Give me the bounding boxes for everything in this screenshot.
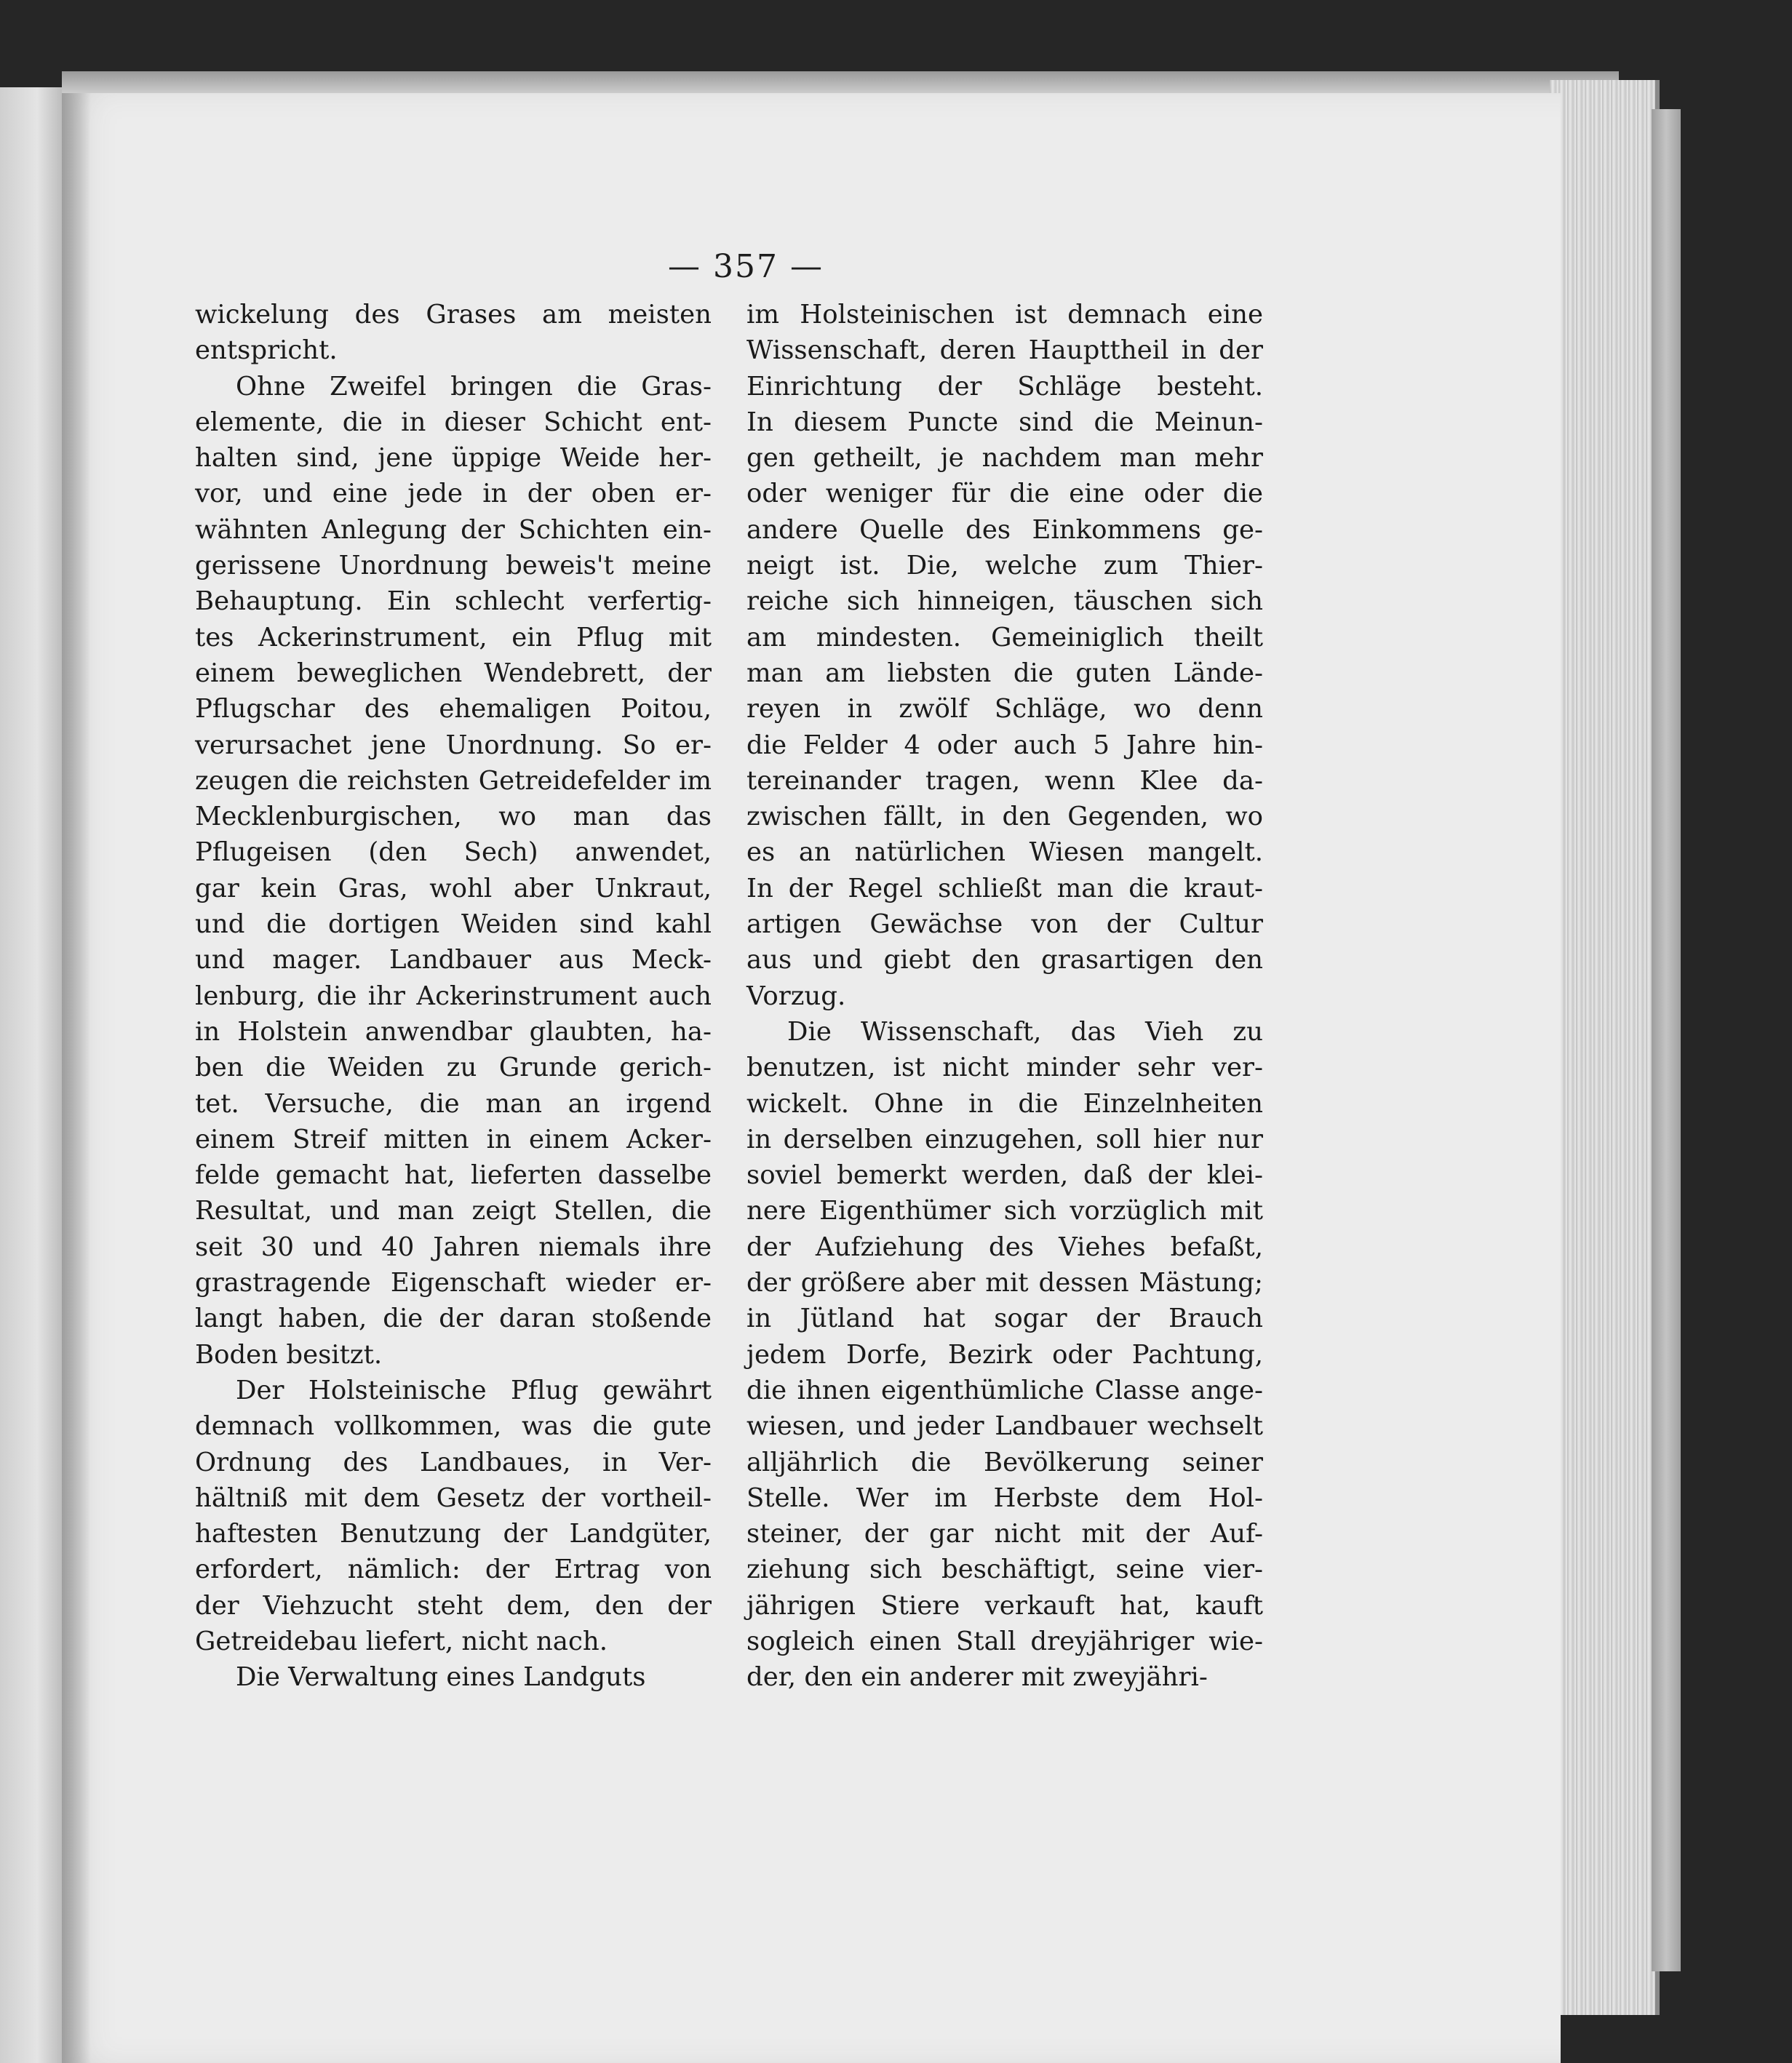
text-line: gen getheilt, je nachdem man mehr <box>746 443 1263 474</box>
text-line: Die Wissenschaft, das Vieh zu <box>787 1016 1263 1047</box>
book-cover-edge <box>1652 109 1681 1971</box>
text-line: oder weniger für die eine oder die <box>746 479 1263 509</box>
text-line: artigen Gewächse von der Cultur <box>746 909 1263 940</box>
text-line: die Felder 4 oder auch 5 Jahre hin- <box>746 730 1263 760</box>
text-line: Einrichtung der Schläge besteht. <box>746 371 1263 402</box>
text-line: langt haben, die der daran stoßende <box>195 1304 712 1334</box>
text-line: alljährlich die Bevölkerung seiner <box>746 1447 1263 1477</box>
text-line: Ohne Zweifel bringen die Gras- <box>236 371 712 402</box>
text-line: es an natürlichen Wiesen mangelt. <box>746 837 1263 868</box>
text-line: jährigen Stiere verkauft hat, kauft <box>746 1590 1263 1621</box>
text-line: gar kein Gras, wohl aber Unkraut, <box>195 873 712 903</box>
text-line: entspricht. <box>195 335 338 366</box>
text-line: einem beweglichen Wendebrett, der <box>195 658 712 688</box>
text-line: reiche sich hinneigen, täuschen sich <box>746 586 1263 617</box>
text-line: wähnten Anlegung der Schichten ein- <box>195 514 712 545</box>
text-line: Stelle. Wer im Herbste dem Hol- <box>746 1483 1263 1513</box>
text-line: hältniß mit dem Gesetz der vortheil- <box>195 1483 712 1513</box>
text-line: am mindesten. Gemeiniglich theilt <box>746 622 1263 653</box>
text-line: vor, und eine jede in der oben er- <box>195 479 712 509</box>
text-line: lenburg, die ihr Ackerinstrument auch <box>195 981 712 1011</box>
text-line: Die Verwaltung eines Landguts <box>236 1662 646 1693</box>
text-line: wickelt. Ohne in die Einzelnheiten <box>746 1088 1263 1119</box>
left-text-column <box>195 297 712 1696</box>
text-line: Vorzug. <box>746 981 846 1011</box>
text-line: in Jütland hat sogar der Brauch <box>746 1304 1263 1334</box>
book-top-edge <box>62 71 1619 96</box>
text-line: ben die Weiden zu Grunde gerich- <box>195 1053 712 1083</box>
text-line: Ordnung des Landbaues, in Ver- <box>195 1447 712 1477</box>
text-line: reyen in zwölf Schläge, wo denn <box>746 694 1263 725</box>
text-line: ziehung sich beschäftigt, seine vier- <box>746 1555 1263 1585</box>
text-line: in derselben einzugehen, soll hier nur <box>746 1124 1263 1154</box>
text-line: grastragende Eigenschaft wieder er- <box>195 1268 712 1298</box>
text-line: zeugen die reichsten Getreidefelder im <box>195 765 712 796</box>
text-line: felde gemacht hat, lieferten dasselbe <box>195 1160 712 1191</box>
text-line: Boden besitzt. <box>195 1339 383 1370</box>
text-line: die ihnen eigenthümliche Classe ange- <box>746 1375 1263 1405</box>
text-line: in Holstein anwendbar glaubten, ha- <box>195 1016 712 1047</box>
text-line: Der Holsteinische Pflug gewährt <box>236 1375 712 1405</box>
text-line: In der Regel schließt man die kraut- <box>746 873 1263 903</box>
text-line: Behauptung. Ein schlecht verfertig- <box>195 586 712 617</box>
text-line: wiesen, und jeder Landbauer wechselt <box>746 1411 1263 1442</box>
text-line: gerissene Unordnung beweis't meine <box>195 551 712 581</box>
text-line: einem Streif mitten in einem Acker- <box>195 1124 712 1154</box>
text-line: In diesem Puncte sind die Meinun- <box>746 407 1263 437</box>
text-line: soviel bemerkt werden, daß der klei- <box>746 1160 1263 1191</box>
page-header: — 357 — <box>668 247 824 285</box>
facing-page-edge <box>0 87 62 2063</box>
text-line: nere Eigenthümer sich vorzüglich mit <box>746 1196 1263 1226</box>
text-line: der Aufziehung des Viehes befaßt, <box>746 1232 1263 1262</box>
text-line: seit 30 und 40 Jahren niemals ihre <box>195 1232 712 1262</box>
text-line: der, den ein anderer mit zweyjähri- <box>746 1662 1208 1693</box>
text-line: erfordert, nämlich: der Ertrag von <box>195 1555 712 1585</box>
text-line: steiner, der gar nicht mit der Auf- <box>746 1519 1263 1549</box>
text-line: sogleich einen Stall dreyjähriger wie- <box>746 1626 1263 1656</box>
text-line: demnach vollkommen, was die gute <box>195 1411 712 1442</box>
text-line: Pflugeisen (den Sech) anwendet, <box>195 837 712 868</box>
right-text-column <box>746 297 1263 1696</box>
text-line: tet. Versuche, die man an irgend <box>195 1088 712 1119</box>
text-line: andere Quelle des Einkommens ge- <box>746 514 1263 545</box>
text-line: aus und giebt den grasartigen den <box>746 945 1263 975</box>
text-line: tereinander tragen, wenn Klee da- <box>746 765 1263 796</box>
text-line: und mager. Landbauer aus Meck- <box>195 945 712 975</box>
text-line: Pflugschar des ehemaligen Poitou, <box>195 694 712 725</box>
gutter-shadow <box>62 93 91 2063</box>
text-line: verursachet jene Unordnung. So er- <box>195 730 712 760</box>
text-line: Wissenschaft, deren Haupttheil in der <box>746 335 1263 366</box>
text-line: elemente, die in dieser Schicht ent- <box>195 407 712 437</box>
text-line: wickelung des Grases am meisten <box>195 300 712 330</box>
text-line: man am liebsten die guten Lände- <box>746 658 1263 688</box>
text-line: im Holsteinischen ist demnach eine <box>746 300 1263 330</box>
text-line: zwischen fällt, in den Gegenden, wo <box>746 802 1263 832</box>
text-line: halten sind, jene üppige Weide her- <box>195 443 712 474</box>
text-line: benutzen, ist nicht minder sehr ver- <box>746 1053 1263 1083</box>
text-line: tes Ackerinstrument, ein Pflug mit <box>195 622 712 653</box>
text-line: der Viehzucht steht dem, den der <box>195 1590 712 1621</box>
text-line: Mecklenburgischen, wo man das <box>195 802 712 832</box>
text-line: neigt ist. Die, welche zum Thier- <box>746 551 1263 581</box>
text-line: jedem Dorfe, Bezirk oder Pachtung, <box>746 1339 1263 1370</box>
text-line: und die dortigen Weiden sind kahl <box>195 909 712 940</box>
text-line: Getreidebau liefert, nicht nach. <box>195 1626 608 1656</box>
text-line: der größere aber mit dessen Mästung; <box>746 1268 1263 1298</box>
text-line: Resultat, und man zeigt Stellen, die <box>195 1196 712 1226</box>
text-line: haftesten Benutzung der Landgüter, <box>195 1519 712 1549</box>
page-stack-edge <box>1550 80 1660 2015</box>
